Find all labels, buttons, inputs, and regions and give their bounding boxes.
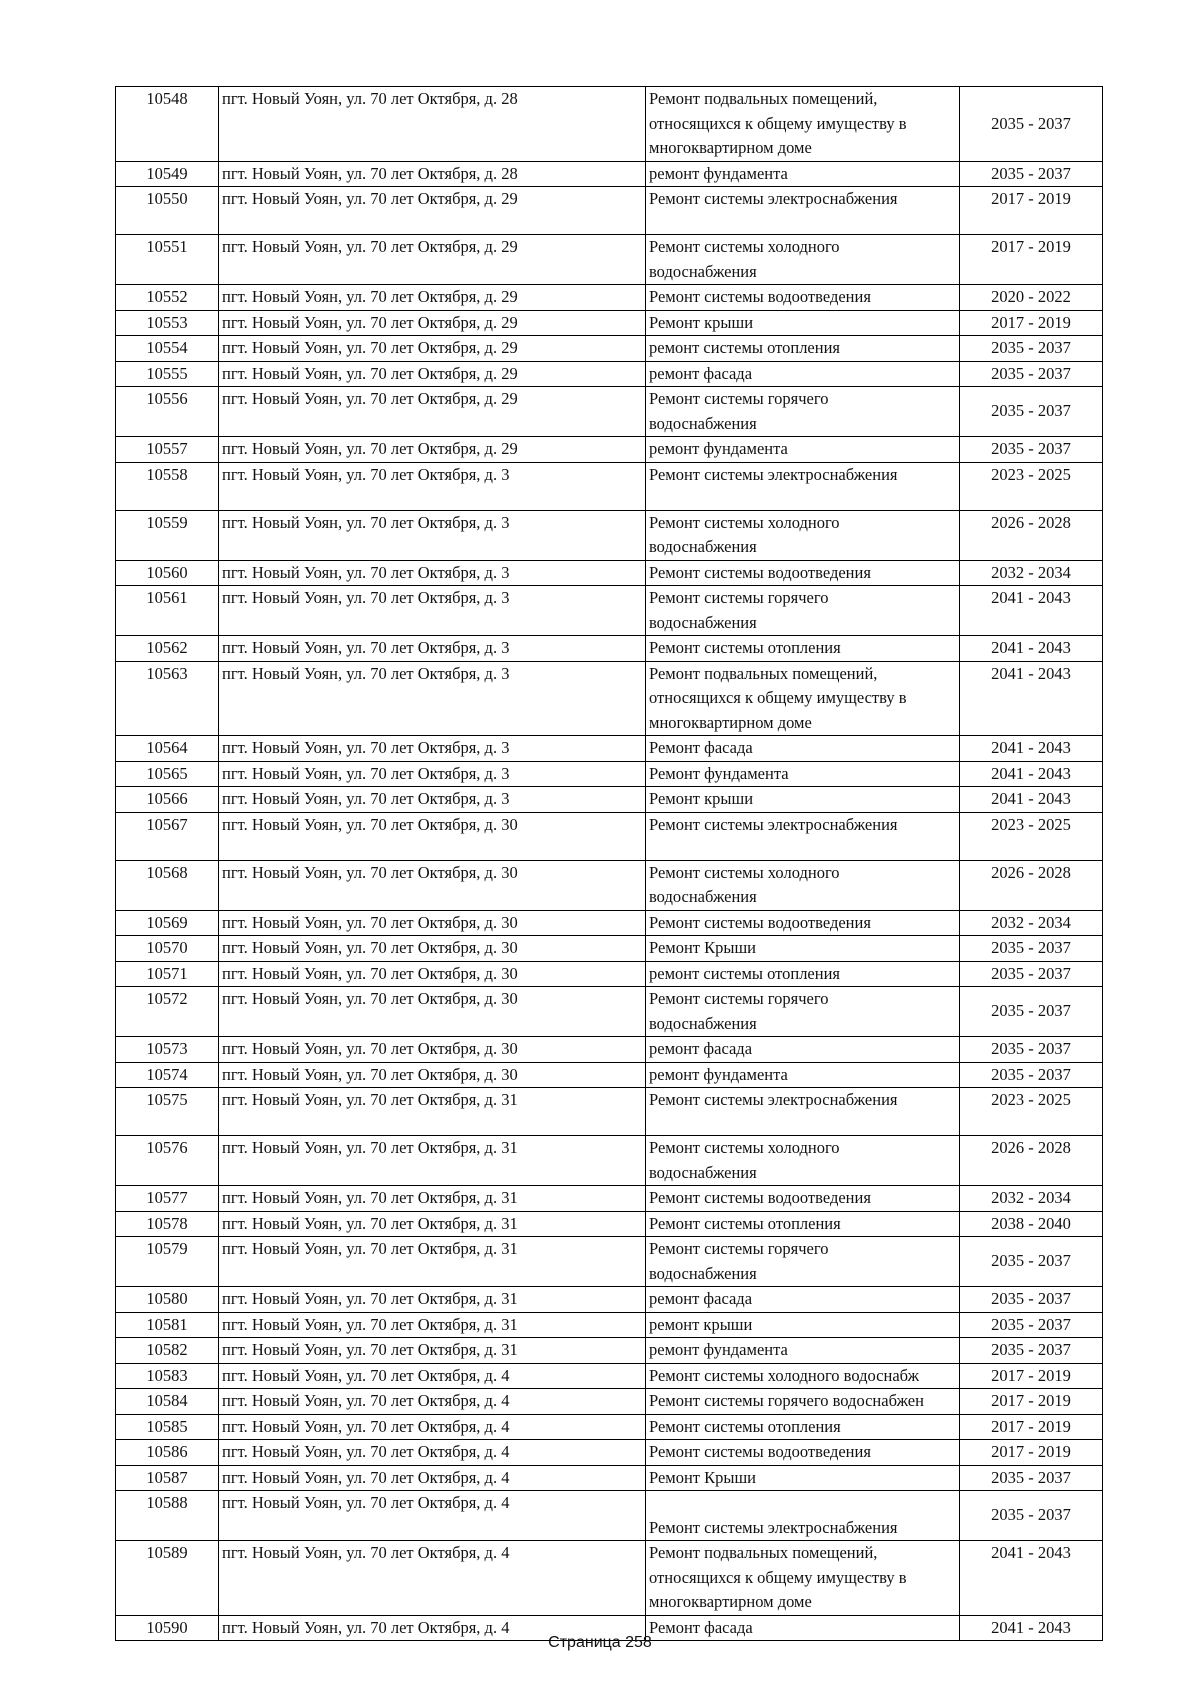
- years-cell: 2035 - 2037: [960, 361, 1103, 387]
- years-cell: 2035 - 2037: [960, 1287, 1103, 1313]
- table-row: [116, 1414, 1103, 1440]
- table-row: [116, 586, 1103, 636]
- row-number: 10584: [116, 1389, 219, 1415]
- address-cell: пгт. Новый Уоян, ул. 70 лет Октября, д. 31: [219, 1211, 646, 1237]
- row-number: 10568: [116, 860, 219, 910]
- years-cell: 2026 - 2028: [960, 1136, 1103, 1186]
- row-number: 10550: [116, 187, 219, 235]
- row-number: 10557: [116, 437, 219, 463]
- years-cell: 2041 - 2043: [960, 787, 1103, 813]
- years-cell: 2020 - 2022: [960, 285, 1103, 311]
- work-type-cell: ремонт системы отопления: [646, 336, 960, 362]
- work-type-cell: Ремонт подвальных помещений, относящихся к общему имуществу в многоквартирном доме: [646, 87, 960, 162]
- years-cell: 2035 - 2037: [960, 1338, 1103, 1364]
- table-row: [116, 235, 1103, 285]
- row-number: 10569: [116, 910, 219, 936]
- address-cell: пгт. Новый Уоян, ул. 70 лет Октября, д. 31: [219, 1237, 646, 1287]
- work-type-cell: Ремонт системы отопления: [646, 636, 960, 662]
- address-cell: пгт. Новый Уоян, ул. 70 лет Октября, д. 30: [219, 936, 646, 962]
- years-cell: 2041 - 2043: [960, 761, 1103, 787]
- address-cell: пгт. Новый Уоян, ул. 70 лет Октября, д. 30: [219, 910, 646, 936]
- table-row: [116, 636, 1103, 662]
- table-row: [116, 1440, 1103, 1466]
- row-number: 10561: [116, 586, 219, 636]
- row-number: 10573: [116, 1037, 219, 1063]
- address-cell: пгт. Новый Уоян, ул. 70 лет Октября, д. 31: [219, 1312, 646, 1338]
- address-cell: пгт. Новый Уоян, ул. 70 лет Октября, д. 3: [219, 462, 646, 510]
- row-number: 10555: [116, 361, 219, 387]
- table-row: [116, 87, 1103, 162]
- row-number: 10582: [116, 1338, 219, 1364]
- row-number: 10548: [116, 87, 219, 162]
- table-row: [116, 387, 1103, 437]
- work-type-cell: ремонт фасада: [646, 361, 960, 387]
- address-cell: пгт. Новый Уоян, ул. 70 лет Октября, д. 4: [219, 1541, 646, 1616]
- work-type-cell: Ремонт системы отопления: [646, 1211, 960, 1237]
- work-type-cell: Ремонт системы электроснабжения: [646, 1491, 960, 1541]
- row-number: 10553: [116, 310, 219, 336]
- address-cell: пгт. Новый Уоян, ул. 70 лет Октября, д. 4: [219, 1363, 646, 1389]
- table-row: [116, 187, 1103, 235]
- work-type-cell: Ремонт системы электроснабжения: [646, 812, 960, 860]
- address-cell: пгт. Новый Уоян, ул. 70 лет Октября, д. 31: [219, 1338, 646, 1364]
- years-cell: 2035 - 2037: [960, 961, 1103, 987]
- address-cell: пгт. Новый Уоян, ул. 70 лет Октября, д. 29: [219, 361, 646, 387]
- work-type-cell: ремонт системы отопления: [646, 961, 960, 987]
- address-cell: пгт. Новый Уоян, ул. 70 лет Октября, д. 4: [219, 1440, 646, 1466]
- years-cell: 2041 - 2043: [960, 736, 1103, 762]
- table-row: [116, 1363, 1103, 1389]
- row-number: 10564: [116, 736, 219, 762]
- address-cell: пгт. Новый Уоян, ул. 70 лет Октября, д. 28: [219, 87, 646, 162]
- table-row: [116, 285, 1103, 311]
- table-row: [116, 510, 1103, 560]
- page-number: Страница 258: [548, 1634, 652, 1651]
- table-row: [116, 310, 1103, 336]
- years-cell: 2017 - 2019: [960, 1363, 1103, 1389]
- table-row: [116, 161, 1103, 187]
- years-cell: 2038 - 2040: [960, 1211, 1103, 1237]
- row-number: 10587: [116, 1465, 219, 1491]
- work-type-cell: Ремонт системы холодного водоснабжения: [646, 235, 960, 285]
- work-type-cell: Ремонт системы горячего водоснабжения: [646, 987, 960, 1037]
- row-number: 10556: [116, 387, 219, 437]
- table-row: [116, 761, 1103, 787]
- table-row: [116, 736, 1103, 762]
- row-number: 10585: [116, 1414, 219, 1440]
- table-row: [116, 1186, 1103, 1212]
- table-row: [116, 1211, 1103, 1237]
- table-row: [116, 1465, 1103, 1491]
- address-cell: пгт. Новый Уоян, ул. 70 лет Октября, д. 29: [219, 235, 646, 285]
- years-cell: 2026 - 2028: [960, 860, 1103, 910]
- work-type-cell: Ремонт системы горячего водоснабжен: [646, 1389, 960, 1415]
- row-number: 10567: [116, 812, 219, 860]
- table-row: [116, 1237, 1103, 1287]
- table-row: [116, 936, 1103, 962]
- years-cell: 2017 - 2019: [960, 310, 1103, 336]
- row-number: 10575: [116, 1088, 219, 1136]
- table-row: [116, 987, 1103, 1037]
- table-row: [116, 661, 1103, 736]
- address-cell: пгт. Новый Уоян, ул. 70 лет Октября, д. 3: [219, 787, 646, 813]
- row-number: 10574: [116, 1062, 219, 1088]
- address-cell: пгт. Новый Уоян, ул. 70 лет Октября, д. 4: [219, 1414, 646, 1440]
- table-row: [116, 1312, 1103, 1338]
- work-type-cell: Ремонт системы горячего водоснабжения: [646, 1237, 960, 1287]
- years-cell: 2017 - 2019: [960, 1414, 1103, 1440]
- work-type-cell: Ремонт фасада: [646, 736, 960, 762]
- address-cell: пгт. Новый Уоян, ул. 70 лет Октября, д. 4: [219, 1615, 646, 1641]
- table-row: [116, 462, 1103, 510]
- address-cell: пгт. Новый Уоян, ул. 70 лет Октября, д. 3: [219, 761, 646, 787]
- table-row: [116, 787, 1103, 813]
- row-number: 10565: [116, 761, 219, 787]
- table-body: [116, 87, 1103, 1641]
- table-row: [116, 1062, 1103, 1088]
- address-cell: пгт. Новый Уоян, ул. 70 лет Октября, д. 28: [219, 161, 646, 187]
- work-type-cell: ремонт фундамента: [646, 1338, 960, 1364]
- years-cell: 2035 - 2037: [960, 387, 1103, 437]
- work-type-cell: ремонт фасада: [646, 1037, 960, 1063]
- work-type-cell: ремонт фасада: [646, 1287, 960, 1313]
- work-type-cell: Ремонт системы отопления: [646, 1414, 960, 1440]
- row-number: 10590: [116, 1615, 219, 1641]
- row-number: 10572: [116, 987, 219, 1037]
- work-type-cell: Ремонт подвальных помещений, относящихся к общему имуществу в многоквартирном доме: [646, 1541, 960, 1616]
- table-row: [116, 1136, 1103, 1186]
- address-cell: пгт. Новый Уоян, ул. 70 лет Октября, д. 3: [219, 510, 646, 560]
- row-number: 10577: [116, 1186, 219, 1212]
- work-type-cell: Ремонт системы водоотведения: [646, 560, 960, 586]
- years-cell: 2041 - 2043: [960, 661, 1103, 736]
- work-type-cell: ремонт крыши: [646, 1312, 960, 1338]
- row-number: 10551: [116, 235, 219, 285]
- row-number: 10583: [116, 1363, 219, 1389]
- address-cell: пгт. Новый Уоян, ул. 70 лет Октября, д. 30: [219, 1062, 646, 1088]
- address-cell: пгт. Новый Уоян, ул. 70 лет Октября, д. 31: [219, 1287, 646, 1313]
- years-cell: 2035 - 2037: [960, 161, 1103, 187]
- years-cell: 2017 - 2019: [960, 235, 1103, 285]
- address-cell: пгт. Новый Уоян, ул. 70 лет Октября, д. 30: [219, 860, 646, 910]
- years-cell: 2041 - 2043: [960, 1541, 1103, 1616]
- address-cell: пгт. Новый Уоян, ул. 70 лет Октября, д. 30: [219, 1037, 646, 1063]
- row-number: 10558: [116, 462, 219, 510]
- years-cell: 2035 - 2037: [960, 1312, 1103, 1338]
- years-cell: 2035 - 2037: [960, 1465, 1103, 1491]
- years-cell: 2035 - 2037: [960, 437, 1103, 463]
- table-row: [116, 1287, 1103, 1313]
- table-row: [116, 961, 1103, 987]
- work-type-cell: Ремонт Крыши: [646, 936, 960, 962]
- row-number: 10581: [116, 1312, 219, 1338]
- row-number: 10552: [116, 285, 219, 311]
- table-row: [116, 437, 1103, 463]
- years-cell: 2017 - 2019: [960, 187, 1103, 235]
- address-cell: пгт. Новый Уоян, ул. 70 лет Октября, д. 3: [219, 661, 646, 736]
- row-number: 10588: [116, 1491, 219, 1541]
- address-cell: пгт. Новый Уоян, ул. 70 лет Октября, д. 4: [219, 1465, 646, 1491]
- table-row: [116, 1541, 1103, 1616]
- address-cell: пгт. Новый Уоян, ул. 70 лет Октября, д. 4: [219, 1491, 646, 1541]
- row-number: 10580: [116, 1287, 219, 1313]
- row-number: 10571: [116, 961, 219, 987]
- years-cell: 2041 - 2043: [960, 1615, 1103, 1641]
- address-cell: пгт. Новый Уоян, ул. 70 лет Октября, д. 30: [219, 812, 646, 860]
- row-number: 10579: [116, 1237, 219, 1287]
- table-row: [116, 336, 1103, 362]
- table-row: [116, 1338, 1103, 1364]
- row-number: 10570: [116, 936, 219, 962]
- work-type-cell: Ремонт фасада: [646, 1615, 960, 1641]
- years-cell: 2032 - 2034: [960, 560, 1103, 586]
- work-type-cell: ремонт фундамента: [646, 437, 960, 463]
- row-number: 10566: [116, 787, 219, 813]
- work-type-cell: Ремонт системы водоотведения: [646, 910, 960, 936]
- work-type-cell: Ремонт системы холодного водоснабжения: [646, 1136, 960, 1186]
- years-cell: 2023 - 2025: [960, 1088, 1103, 1136]
- table-row: [116, 1389, 1103, 1415]
- row-number: 10578: [116, 1211, 219, 1237]
- work-type-cell: Ремонт системы электроснабжения: [646, 462, 960, 510]
- address-cell: пгт. Новый Уоян, ул. 70 лет Октября, д. 3: [219, 586, 646, 636]
- years-cell: 2023 - 2025: [960, 812, 1103, 860]
- row-number: 10549: [116, 161, 219, 187]
- years-cell: 2017 - 2019: [960, 1440, 1103, 1466]
- row-number: 10576: [116, 1136, 219, 1186]
- work-type-cell: Ремонт системы водоотведения: [646, 1186, 960, 1212]
- row-number: 10562: [116, 636, 219, 662]
- work-type-cell: Ремонт системы горячего водоснабжения: [646, 586, 960, 636]
- table-row: [116, 812, 1103, 860]
- years-cell: 2035 - 2037: [960, 936, 1103, 962]
- address-cell: пгт. Новый Уоян, ул. 70 лет Октября, д. 3: [219, 636, 646, 662]
- years-cell: 2035 - 2037: [960, 1491, 1103, 1541]
- work-type-cell: Ремонт подвальных помещений, относящихся к общему имуществу в многоквартирном доме: [646, 661, 960, 736]
- years-cell: 2017 - 2019: [960, 1389, 1103, 1415]
- table-row: [116, 1491, 1103, 1541]
- work-type-cell: Ремонт системы электроснабжения: [646, 187, 960, 235]
- work-type-cell: ремонт фундамента: [646, 161, 960, 187]
- work-type-cell: Ремонт Крыши: [646, 1465, 960, 1491]
- years-cell: 2026 - 2028: [960, 510, 1103, 560]
- years-cell: 2035 - 2037: [960, 1062, 1103, 1088]
- row-number: 10559: [116, 510, 219, 560]
- table-row: [116, 560, 1103, 586]
- table-row: [116, 1088, 1103, 1136]
- address-cell: пгт. Новый Уоян, ул. 70 лет Октября, д. 3: [219, 736, 646, 762]
- years-cell: 2041 - 2043: [960, 586, 1103, 636]
- address-cell: пгт. Новый Уоян, ул. 70 лет Октября, д. 29: [219, 387, 646, 437]
- work-type-cell: Ремонт системы электроснабжения: [646, 1088, 960, 1136]
- row-number: 10589: [116, 1541, 219, 1616]
- work-type-cell: Ремонт системы горячего водоснабжения: [646, 387, 960, 437]
- years-cell: 2035 - 2037: [960, 1237, 1103, 1287]
- years-cell: 2035 - 2037: [960, 87, 1103, 162]
- row-number: 10586: [116, 1440, 219, 1466]
- years-cell: 2032 - 2034: [960, 910, 1103, 936]
- address-cell: пгт. Новый Уоян, ул. 70 лет Октября, д. 30: [219, 987, 646, 1037]
- work-type-cell: Ремонт системы холодного водоснабж: [646, 1363, 960, 1389]
- table-row: [116, 860, 1103, 910]
- work-type-cell: Ремонт системы холодного водоснабжения: [646, 510, 960, 560]
- work-type-cell: Ремонт крыши: [646, 310, 960, 336]
- address-cell: пгт. Новый Уоян, ул. 70 лет Октября, д. 31: [219, 1088, 646, 1136]
- row-number: 10563: [116, 661, 219, 736]
- address-cell: пгт. Новый Уоян, ул. 70 лет Октября, д. 29: [219, 336, 646, 362]
- address-cell: пгт. Новый Уоян, ул. 70 лет Октября, д. 4: [219, 1389, 646, 1415]
- work-type-cell: Ремонт фундамента: [646, 761, 960, 787]
- address-cell: пгт. Новый Уоян, ул. 70 лет Октября, д. 29: [219, 187, 646, 235]
- years-cell: 2041 - 2043: [960, 636, 1103, 662]
- table-row: [116, 361, 1103, 387]
- years-cell: 2035 - 2037: [960, 336, 1103, 362]
- address-cell: пгт. Новый Уоян, ул. 70 лет Октября, д. 31: [219, 1186, 646, 1212]
- work-type-cell: ремонт фундамента: [646, 1062, 960, 1088]
- address-cell: пгт. Новый Уоян, ул. 70 лет Октября, д. 29: [219, 437, 646, 463]
- address-cell: пгт. Новый Уоян, ул. 70 лет Октября, д. 30: [219, 961, 646, 987]
- work-type-cell: Ремонт системы водоотведения: [646, 1440, 960, 1466]
- address-cell: пгт. Новый Уоян, ул. 70 лет Октября, д. 3: [219, 560, 646, 586]
- row-number: 10554: [116, 336, 219, 362]
- address-cell: пгт. Новый Уоян, ул. 70 лет Октября, д. 31: [219, 1136, 646, 1186]
- years-cell: 2023 - 2025: [960, 462, 1103, 510]
- row-number: 10560: [116, 560, 219, 586]
- years-cell: 2035 - 2037: [960, 987, 1103, 1037]
- repair-schedule-table: [115, 86, 1103, 1641]
- work-type-cell: Ремонт системы водоотведения: [646, 285, 960, 311]
- work-type-cell: Ремонт системы холодного водоснабжения: [646, 860, 960, 910]
- address-cell: пгт. Новый Уоян, ул. 70 лет Октября, д. 29: [219, 310, 646, 336]
- work-type-cell: Ремонт крыши: [646, 787, 960, 813]
- years-cell: 2032 - 2034: [960, 1186, 1103, 1212]
- address-cell: пгт. Новый Уоян, ул. 70 лет Октября, д. 29: [219, 285, 646, 311]
- table-row: [116, 1037, 1103, 1063]
- table-row: [116, 910, 1103, 936]
- years-cell: 2035 - 2037: [960, 1037, 1103, 1063]
